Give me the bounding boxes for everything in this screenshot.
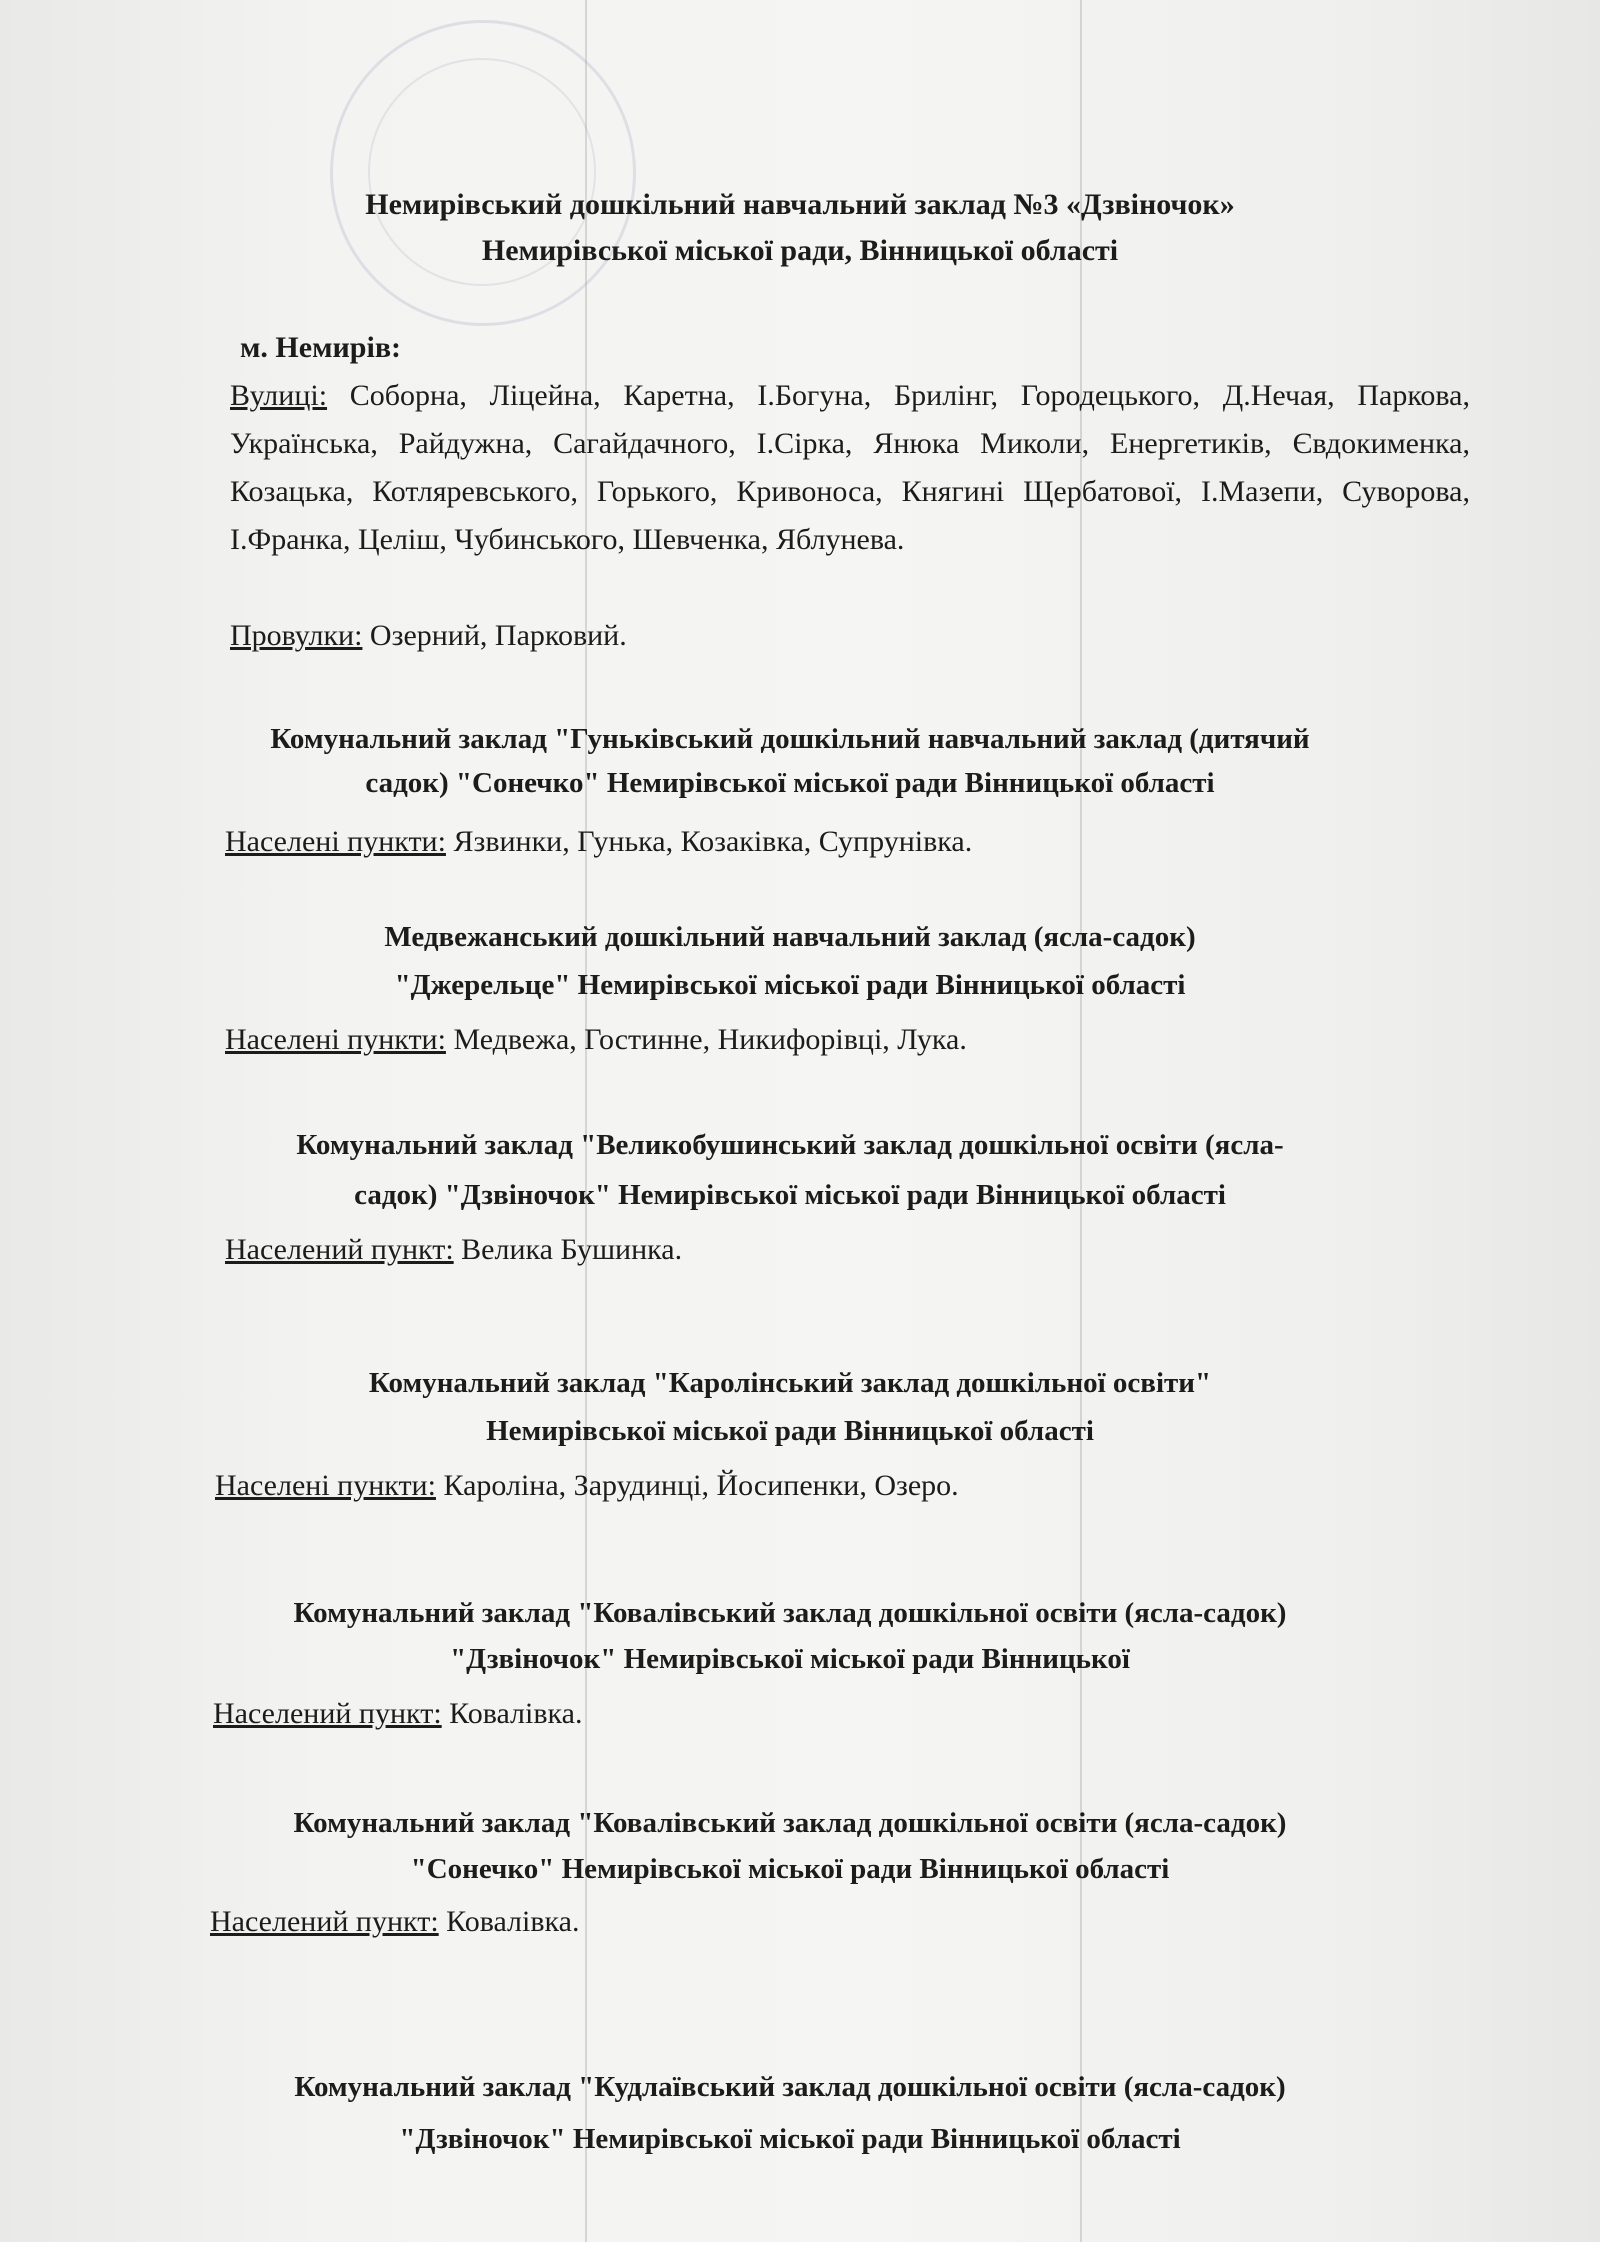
settlements-label: Населені пункти: (215, 1469, 436, 1502)
block-title-line-2: садок) "Сонечко" Немирівської міської ради Вінницької області (365, 767, 1215, 799)
lanes-paragraph (230, 612, 627, 660)
settlements-list: Медвежа, Гостинне, Никифорівці, Лука. (453, 1023, 967, 1056)
settlements-label: Населені пункти: (225, 1023, 446, 1056)
block-title-line-1: Комунальний заклад "Каролінський заклад дошкільної освіти" (368, 1367, 1212, 1399)
paper-fold-line (585, 0, 587, 2242)
streets-list: Соборна, Ліцейна, Каретна, І.Богуна, Брилінг, Городецького, Д.Нечая, Паркова, Українська, Райдужна, Сагайдачного, І.Сірка, Янюка Миколи, Енергетиків, Євдокименка, Козацька, Котляревського, Горького, Кривоноса, Княгині Щербатової, І.Мазепи, Суворова, І.Франка, Целіш, Чубинського, Шевченка, Яблунева. (230, 379, 1470, 556)
block-settlements (213, 1690, 582, 1738)
block-title-line-1: Медвежанський дошкільний навчальний заклад (ясла-садок) (384, 921, 1196, 953)
settlements-label: Населений пункт: (213, 1697, 442, 1730)
block-settlements (225, 1016, 967, 1064)
streets-paragraph (230, 372, 1470, 564)
block-title-line-2: "Джерельце" Немирівської міської ради Вінницької області (394, 969, 1186, 1001)
block-title-line-2: "Дзвіночок" Немирівської міської ради Вінницької області (399, 2123, 1181, 2155)
block-title-line-1: Комунальний заклад "Ковалівський заклад дошкільної освіти (ясла-садок) (293, 1807, 1287, 1839)
block-title-line-1: Комунальний заклад "Гуньківський дошкільний навчальний заклад (дитячий (270, 723, 1310, 755)
lanes-list: Озерний, Парковий. (369, 619, 627, 652)
settlements-list: Кароліна, Зарудинці, Йосипенки, Озеро. (443, 1469, 959, 1502)
block-title-line-2: садок) "Дзвіночок" Немирівської міської ради Вінницької області (354, 1179, 1226, 1211)
settlements-list: Велика Бушинка. (461, 1233, 683, 1266)
stamp-seal (330, 20, 636, 326)
lanes-label: Провулки: (230, 619, 363, 652)
settlements-list: Язвинки, Гунька, Козаківка, Супрунівка. (453, 825, 973, 858)
block-settlements (225, 1226, 682, 1274)
paper-fold-line (1080, 0, 1082, 2242)
settlements-list: Ковалівка. (446, 1905, 580, 1938)
settlements-label: Населені пункти: (225, 825, 446, 858)
header-line-2: Немирівської міської ради, Вінницької області (481, 234, 1119, 267)
town-label: м. Немирів: (240, 331, 402, 364)
block-settlements (225, 818, 972, 866)
block-title-line-1: Комунальний заклад "Кудлаївський заклад дошкільної освіти (ясла-садок) (294, 2071, 1286, 2103)
settlements-label: Населений пункт: (225, 1233, 454, 1266)
block-title-line-2: Немирівської міської ради Вінницької області (486, 1415, 1094, 1447)
block-title-line-2: "Сонечко" Немирівської міської ради Вінницької області (410, 1853, 1170, 1885)
streets-label: Вулиці: (230, 379, 328, 412)
block-title-line-1: Комунальний заклад "Великобушинський заклад дошкільної освіти (ясла- (296, 1129, 1284, 1161)
block-settlements (215, 1462, 959, 1510)
block-title-line-1: Комунальний заклад "Ковалівський заклад дошкільної освіти (ясла-садок) (293, 1597, 1287, 1629)
settlements-list: Ковалівка. (449, 1697, 583, 1730)
block-settlements (210, 1898, 579, 1946)
settlements-label: Населений пункт: (210, 1905, 439, 1938)
block-title-line-2: "Дзвіночок" Немирівської міської ради Вінницької (450, 1643, 1130, 1675)
header-line-1: Немирівський дошкільний навчальний заклад №3 «Дзвіночок» (365, 188, 1235, 221)
